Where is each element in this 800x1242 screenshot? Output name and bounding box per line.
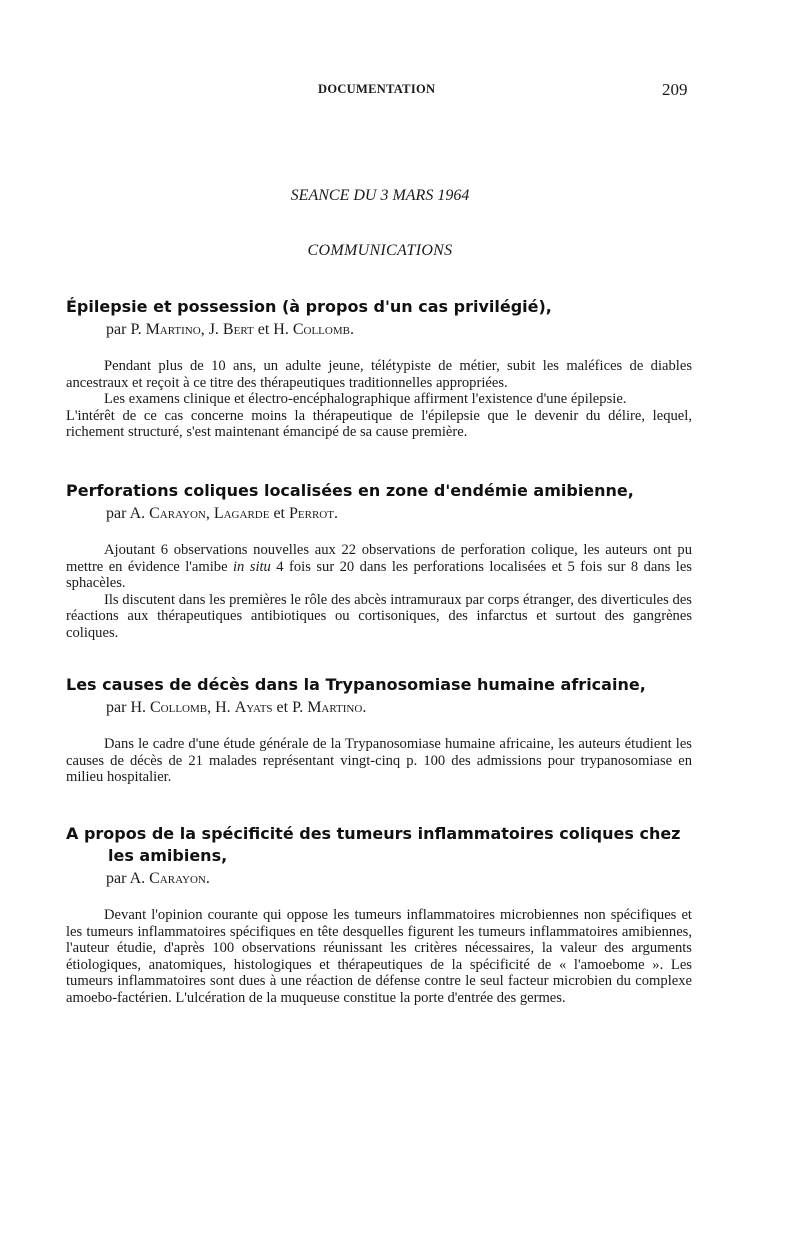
article-body bbox=[66, 907, 692, 1007]
paragraph: Ils discutent dans les premières le rôle des abcès intramuraux par corps étranger, des diverticules des réactions aux thérapeutiques antibiotiques ou cortisoniques, des infarctus et surtout des gangrènes coliques. bbox=[66, 591, 692, 641]
article-body bbox=[66, 542, 692, 642]
article-authors: par P. Martino, J. Bert et H. Collomb. bbox=[106, 321, 354, 338]
article-2 bbox=[66, 480, 692, 642]
article-title: Épilepsie et possession (à propos d'un cas privilégié), bbox=[66, 297, 552, 316]
paragraph: Devant l'opinion courante qui oppose les tumeurs inflammatoires microbiennes non spécifiques et les tumeurs inflammatoires spécifiques en tête desquelles figurent les tumeurs inflammatoires amibiennes, l'auteur étudie, d'après 100 observations réunissant les critères nécessaires, la valeur des arguments étiologiques, anatomiques, histologiques et thérapeutiques de la spécificité de « l'amoebome ». Les tumeurs inflammatoires sont dues à une réaction de défense contre le seul facteur microbien du complexe amoebo-factérien. L'ulcération de la muqueuse constitue la porte d'entrée des germes. bbox=[66, 907, 692, 1006]
article-authors: par A. Carayon, Lagarde et Perrot. bbox=[106, 505, 338, 522]
article-body bbox=[66, 736, 692, 786]
paragraph: Dans le cadre d'une étude générale de la Trypanosomiase humaine africaine, les auteurs étudient les causes de décès de 21 malades représentant vingt-cinq p. 100 des admissions pour trypanosomiase en milieu hospitalier. bbox=[66, 736, 692, 786]
running-head: DOCUMENTATION bbox=[318, 82, 436, 96]
article-title: Les causes de décès dans la Trypanosomiase humaine africaine, bbox=[66, 675, 646, 694]
paragraph: Ajoutant 6 observations nouvelles aux 22 observations de perforation colique, les auteurs ont pu mettre en évidence l'amibe in situ 4 fois sur 20 dans les perforations localisées et 5 fois sur 8 dans les sphacèles. bbox=[66, 542, 692, 592]
paragraph: Pendant plus de 10 ans, un adulte jeune, télétypiste de métier, subit les maléfices de diables ancestraux et reçoit à ce titre des thérapeutiques traditionnelles appropriées. bbox=[66, 358, 692, 391]
article-body bbox=[66, 358, 692, 441]
article-1 bbox=[66, 296, 692, 441]
article-4 bbox=[66, 823, 692, 1007]
article-authors: par H. Collomb, H. Ayats et P. Martino. bbox=[106, 699, 367, 716]
paragraph: L'intérêt de ce cas concerne moins la thérapeutique de l'épilepsie que le devenir du délire, lequel, richement structuré, s'est maintenant émancipé de sa cause première. bbox=[66, 407, 692, 441]
page-number: 209 bbox=[662, 80, 688, 99]
section-title: COMMUNICATIONS bbox=[307, 242, 453, 259]
article-3 bbox=[66, 674, 692, 786]
article-title: A propos de la spécificité des tumeurs inflammatoires coliques chez les amibiens, bbox=[66, 824, 681, 865]
article-authors: par A. Carayon. bbox=[106, 870, 210, 887]
session-title: SEANCE DU 3 MARS 1964 bbox=[290, 187, 470, 204]
article-title: Perforations coliques localisées en zone d'endémie amibienne, bbox=[66, 481, 634, 500]
paragraph: Les examens clinique et électro-encéphalographique affirment l'existence d'une épilepsie. bbox=[104, 391, 627, 408]
